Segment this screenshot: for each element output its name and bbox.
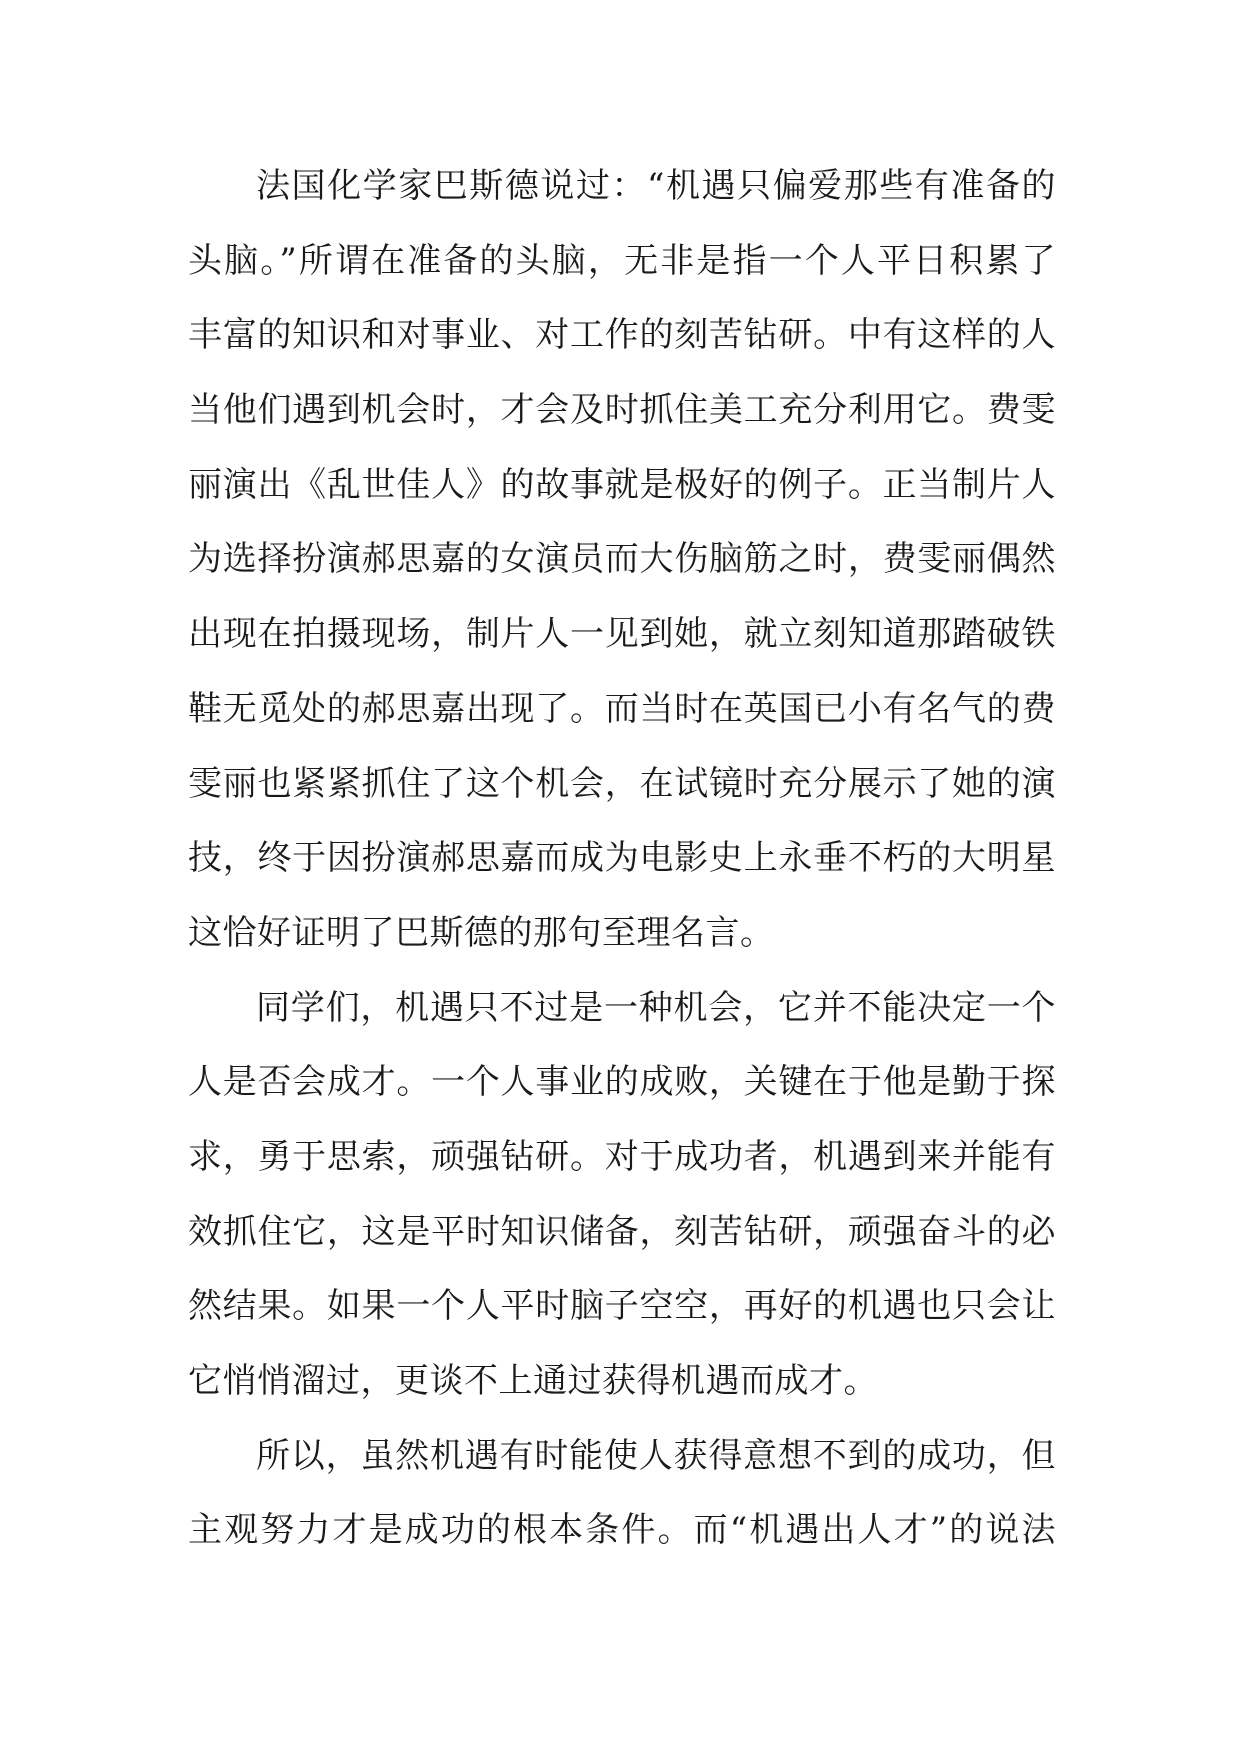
- paragraph-2-line-3: 求，勇于思索，顽强钻研。对于成功者，机遇到来并能有: [188, 1136, 1056, 1177]
- paragraph-1-line-3: 丰富的知识和对事业、对工作的刻苦钻研。中有这样的人: [188, 315, 1056, 356]
- paragraph-3-line-1: 所以，虽然机遇有时能使人获得意想不到的成功，但: [256, 1435, 1056, 1476]
- paragraph-1-line-11: 这恰好证明了巴斯德的那句至理名言。: [188, 912, 775, 953]
- paragraph-2-line-1: 同学们，机遇只不过是一种机会，它并不能决定一个: [256, 987, 1056, 1028]
- paragraph-1-line-10: 技，终于因扮演郝思嘉而成为电影史上永垂不朽的大明星: [188, 838, 1056, 879]
- paragraph-1-line-4: 当他们遇到机会时，才会及时抓住美工充分利用它。费雯: [188, 390, 1056, 431]
- paragraph-2-line-5: 然结果。如果一个人平时脑子空空，再好的机遇也只会让: [188, 1286, 1056, 1327]
- paragraph-3-line-2: 主观努力才是成功的根本条件。而“机遇出人才”的说法: [188, 1510, 1056, 1551]
- paragraph-1-line-9: 雯丽也紧紧抓住了这个机会，在试镜时充分展示了她的演: [188, 763, 1056, 804]
- paragraph-1-line-2: 头脑。”所谓在准备的头脑，无非是指一个人平日积累了: [188, 240, 1056, 281]
- paragraph-2-line-4: 效抓住它，这是平时知识储备，刻苦钻研，顽强奋斗的必: [188, 1211, 1056, 1252]
- paragraph-1-line-6: 为选择扮演郝思嘉的女演员而大伤脑筋之时，费雯丽偶然: [188, 539, 1056, 580]
- paragraph-1-line-8: 鞋无觅处的郝思嘉出现了。而当时在英国已小有名气的费: [188, 688, 1056, 729]
- document-body: [188, 168, 1056, 1587]
- paragraph-1-line-5: 丽演出《乱世佳人》的故事就是极好的例子。正当制片人: [188, 464, 1056, 505]
- paragraph-1-line-7: 出现在拍摄现场，制片人一见到她，就立刻知道那踏破铁: [188, 614, 1056, 655]
- paragraph-1-line-1: 法国化学家巴斯德说过：“机遇只偏爱那些有准备的: [256, 166, 1056, 206]
- paragraph-2-line-6: 它悄悄溜过，更谈不上通过获得机遇而成才。: [188, 1361, 878, 1401]
- paragraph-2-line-2: 人是否会成才。一个人事业的成败，关键在于他是勤于探: [188, 1062, 1056, 1103]
